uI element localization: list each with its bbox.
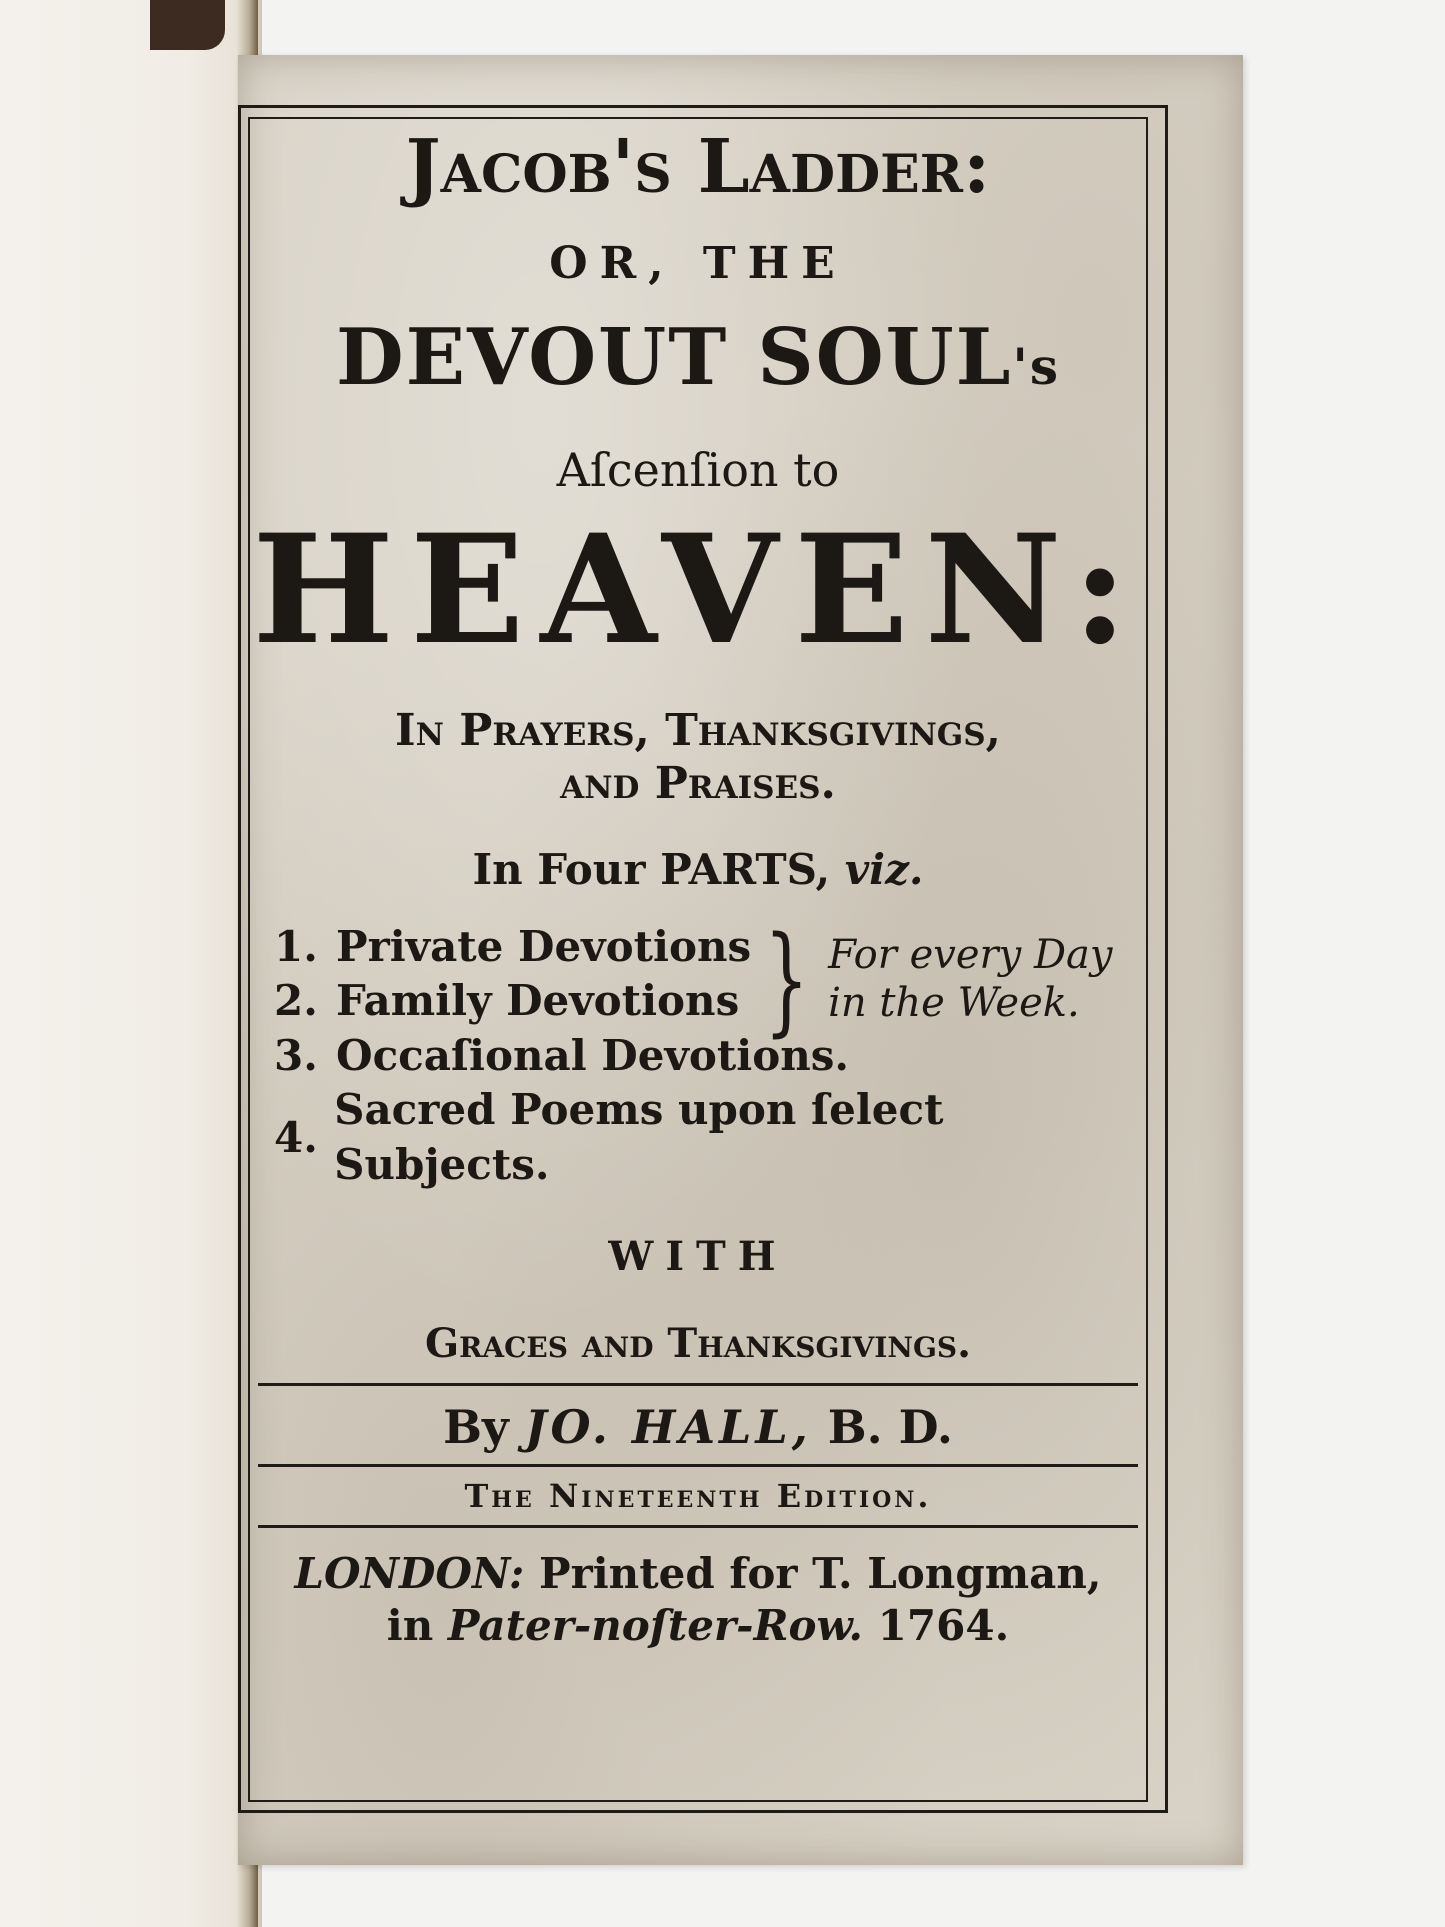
part-number: 2. (274, 976, 318, 1026)
with-line: WITH (608, 1232, 788, 1280)
brace-annotation (749, 909, 1113, 1048)
ascension-line: Aſcenſion to (556, 443, 840, 497)
devout-soul-suffix: 's (1012, 337, 1060, 396)
imprint (248, 1528, 1148, 1653)
heaven-heading: HEAVEN: (252, 502, 1144, 678)
imprint-printer: Printed for T. Longman, (539, 1548, 1102, 1598)
prayers-line-2: and Praises. (560, 757, 836, 809)
book-title: Jacob's Ladder: (405, 124, 991, 210)
left-endpaper (0, 0, 262, 1927)
brace-note (828, 931, 1112, 1027)
imprint-line-1 (248, 1548, 1148, 1601)
part-number: 4. (274, 1112, 318, 1162)
author-line (248, 1386, 1148, 1464)
brace-note-line-2: in the Week. (828, 979, 1080, 1026)
part-title: Occaſional Devotions. (336, 1030, 850, 1080)
title-page (238, 55, 1243, 1865)
or-the-line: OR, THE (549, 238, 847, 289)
curly-brace-icon: } (764, 909, 810, 1048)
title-page-text (248, 124, 1148, 1653)
graces-line: Graces and Thanksgivings. (424, 1319, 972, 1367)
part-title: Private Devotions (336, 921, 752, 971)
part-title: Family Devotions (336, 976, 740, 1026)
devout-soul-text: DEVOUT SOUL (335, 312, 1013, 403)
prayers-line-1: In Prayers, Thanksgivings, (395, 705, 1001, 756)
by-text: By (443, 1399, 509, 1454)
imprint-city: LONDON: (294, 1548, 525, 1598)
list-item (274, 1083, 1148, 1192)
part-number: 3. (274, 1030, 318, 1080)
imprint-line-2 (248, 1600, 1148, 1653)
part-title: Sacred Poems upon ſelect Subjects. (334, 1085, 944, 1189)
devout-soul-line (248, 312, 1148, 403)
edition-line: The Nineteenth Edition. (464, 1476, 932, 1515)
imprint-street: Pater-noſter-Row. (447, 1601, 864, 1651)
parts-list (274, 909, 1148, 1193)
part-number: 1. (274, 921, 318, 971)
spine-binding (150, 0, 225, 50)
author-name: JO. HALL, (524, 1399, 812, 1454)
brace-note-line-1: For every Day (828, 931, 1113, 978)
four-parts-text: In Four PARTS, (472, 844, 831, 894)
four-parts-line (248, 845, 1148, 894)
viz-text: viz. (844, 844, 924, 894)
imprint-year: 1764. (877, 1601, 1010, 1651)
prayers-subtitle (248, 705, 1148, 811)
imprint-in: in (386, 1601, 434, 1651)
author-degree: B. D. (827, 1399, 953, 1454)
